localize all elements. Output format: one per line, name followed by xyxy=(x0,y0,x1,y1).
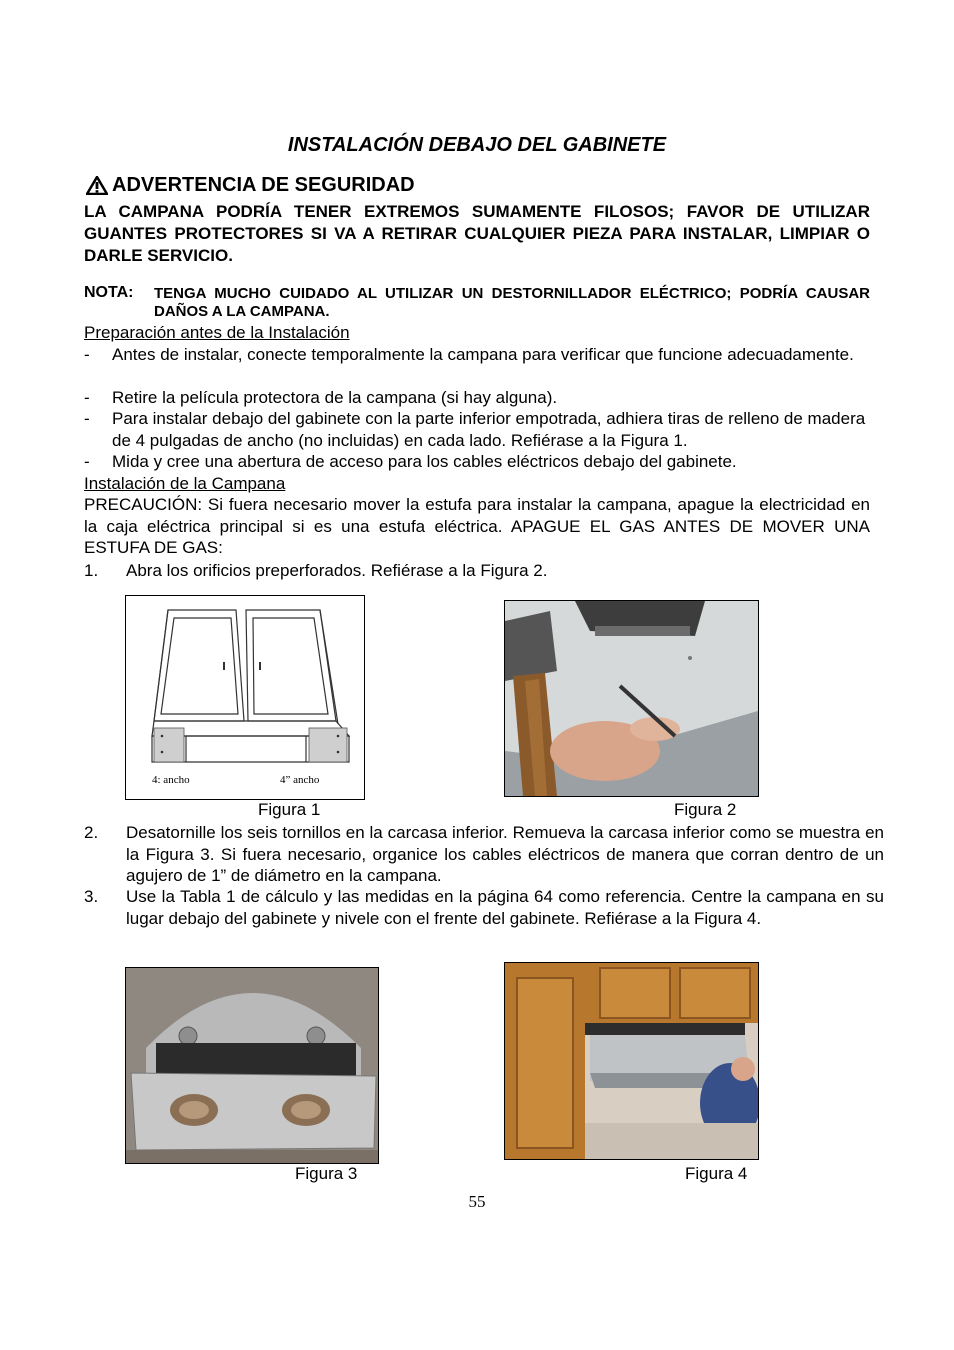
prep-bullet-text: Retire la película protectora de la campana (si hay alguna). xyxy=(112,388,558,407)
install-step-text: Use la Tabla 1 de cálculo y las medidas en la página 64 como referencia. Centre la campana en su lugar debajo del gabinete y nivele con el frente del gabinete. Refiérase a la Figura 4. xyxy=(126,887,884,928)
page-title: INSTALACIÓN DEBAJO DEL GABINETE xyxy=(287,134,667,156)
prep-heading: Preparación antes de la Instalación xyxy=(84,323,350,342)
prep-bullet-text: Mida y cree una abertura de acceso para los cables eléctricos debajo del gabinete. xyxy=(112,452,737,471)
note-label: NOTA: xyxy=(84,284,134,301)
prep-bullet: - Mida y cree una abertura de acceso para los cables eléctricos debajo del gabinete. xyxy=(84,451,870,473)
warning-heading-text: ADVERTENCIA DE SEGURIDAD xyxy=(112,174,415,196)
prep-bullet-text: Antes de instalar, conecte temporalmente la campana para verificar que funcione adecuadamente. xyxy=(112,345,854,364)
figure-3-photo xyxy=(125,967,379,1164)
figure-1-cabinet-drawing xyxy=(125,595,365,800)
figure-1-caption: Figura 1 xyxy=(258,800,321,819)
install-step: 2. Desatornille los seis tornillos en la carcasa inferior. Remueva la carcasa inferior como se muestra en la Figura 3. Si fuera necesario, organice los cables eléctricos de manera que corran dentro de un agujero de 1” de diámetro en la campana. xyxy=(84,823,884,885)
warning-triangle-icon xyxy=(86,176,108,195)
warning-text: LA CAMPANA PODRÍA TENER EXTREMOS SUMAMENTE FILOSOS; FAVOR DE UTILIZAR GUANTES PROTECTORES SI VA A RETIRAR CUALQUIER PIEZA PARA INSTALAR, LIMPIAR O DARLE SERVICIO. xyxy=(84,202,870,265)
cabinet-illustration xyxy=(126,596,364,799)
prep-bullet: - Retire la película protectora de la campana (si hay alguna). xyxy=(84,387,870,409)
note-text: TENGA MUCHO CUIDADO AL UTILIZAR UN DESTORNILLADOR ELÉCTRICO; PODRÍA CAUSAR DAÑOS A LA CAMPANA. xyxy=(154,285,870,320)
prep-bullet: - Para instalar debajo del gabinete con la parte inferior empotrada, adhiera tiras de relleno de madera de 4 pulgadas de ancho (no incluidas) en cada lado. Refiérase a la Figura 1. xyxy=(84,408,870,451)
prep-bullet: - Antes de instalar, conecte temporalmente la campana para verificar que funcione adecuadamente. xyxy=(84,344,870,366)
figure-2-caption: Figura 2 xyxy=(674,800,737,819)
figure-4-caption: Figura 4 xyxy=(685,1164,748,1183)
install-step-text: Abra los orificios preperforados. Refiérase a la Figura 2. xyxy=(126,561,548,580)
figure-1-label-left: 4: ancho xyxy=(152,774,190,786)
prep-bullet-text: Para instalar debajo del gabinete con la parte inferior empotrada, adhiera tiras de relleno de madera de 4 pulgadas de ancho (no incluidas) en cada lado. Refiérase a la Figura 1. xyxy=(112,409,866,450)
install-step-text: Desatornille los seis tornillos en la carcasa inferior. Remueva la carcasa inferior como se muestra en la Figura 3. Si fuera necesario, organice los cables eléctricos de manera que corran dentro de un agujero de 1” de diámetro en la campana. xyxy=(126,823,884,885)
figure-4-photo xyxy=(504,962,759,1160)
install-heading: Instalación de la Campana xyxy=(84,474,286,493)
hammer-punch-photo xyxy=(505,601,758,796)
install-step: 1. Abra los orificios preperforados. Refiérase a la Figura 2. xyxy=(84,560,884,582)
install-step: 3. Use la Tabla 1 de cálculo y las medidas en la página 64 como referencia. Centre la campana en su lugar debajo del gabinete y nivele con el frente del gabinete. Refiérase a la Figura 4. xyxy=(84,887,884,928)
figure-1-label-right: 4” ancho xyxy=(280,774,320,786)
figure-3-caption: Figura 3 xyxy=(295,1164,358,1183)
caution-text: PRECAUCIÓN: Si fuera necesario mover la estufa para instalar la campana, apague la electricidad en la caja eléctrica principal si es una estufa eléctrica. APAGUE EL GAS ANTES DE MOVER UNA ESTUFA DE GAS: xyxy=(84,495,870,557)
hood-casing-photo xyxy=(126,968,378,1163)
page-number: 55 xyxy=(468,1192,486,1211)
warning-heading xyxy=(86,174,415,197)
hood-under-cabinet-photo xyxy=(505,963,758,1159)
figure-2-photo xyxy=(504,600,759,797)
